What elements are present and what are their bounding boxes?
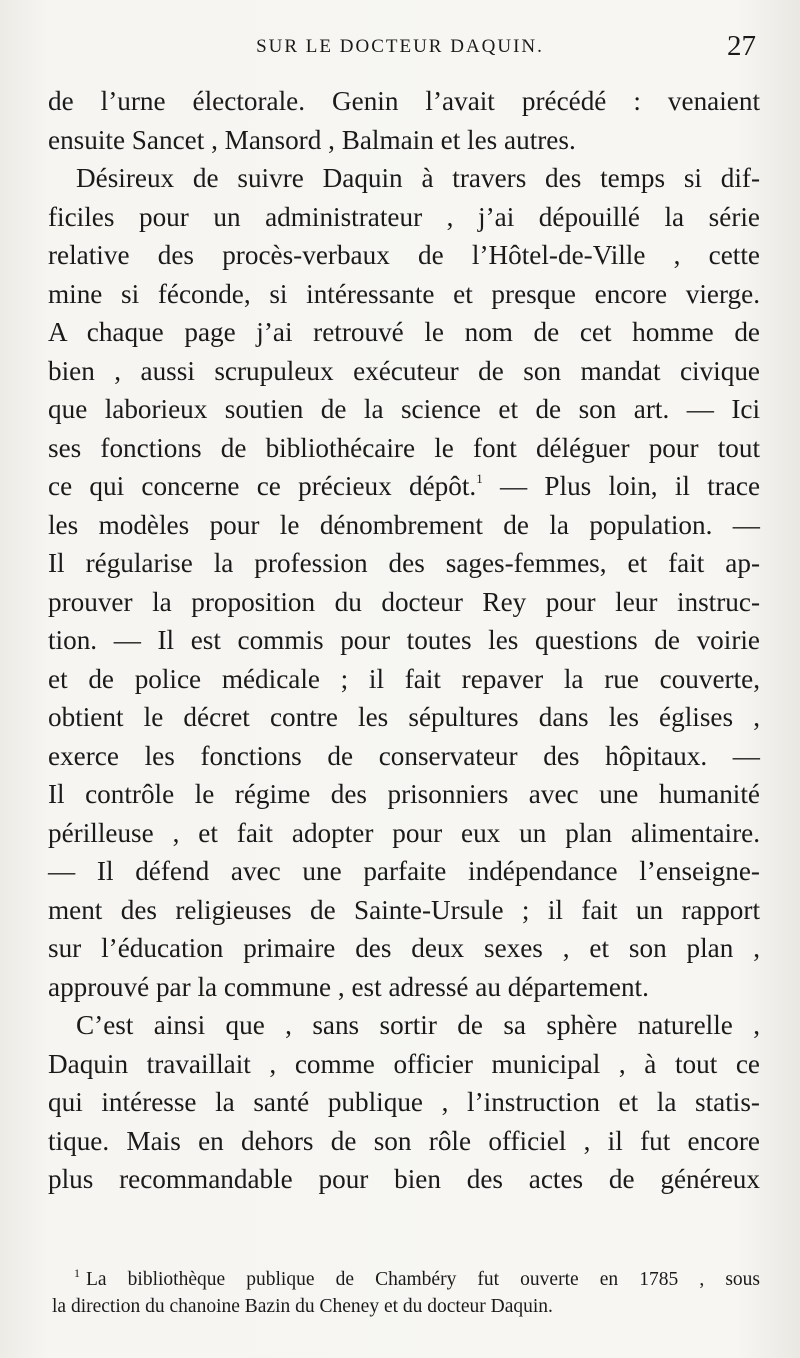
text-line: tique. Mais en dehors de son rôle officiel , il fut encore — [48, 1125, 760, 1156]
footnote-line — [52, 1266, 760, 1293]
text-line: C’est ainsi que , sans sortir de sa sphère naturelle , — [76, 1010, 760, 1040]
footnote-reference: 1 — [476, 471, 483, 486]
text-line: plus recommandable pour bien des actes de généreux — [48, 1164, 760, 1194]
text-segment: — Plus loin, il trace — [499, 471, 761, 501]
text-line: sur l’éducation primaire des deux sexes , et son plan , — [48, 933, 760, 963]
text-line: A chaque page j’ai retrouvé le nom de cet homme de — [48, 317, 760, 347]
text-line: relative des procès-verbaux de l’Hôtel-de-Ville , cette — [48, 240, 760, 270]
text-line: — Il défend avec une parfaite indépendance l’enseigne- — [48, 856, 760, 886]
text-line: les modèles pour le dénombrement de la population. — — [48, 509, 760, 540]
text-line: mine si féconde, si intéressante et presque encore vierge. — [48, 278, 760, 309]
text-line: et de police médicale ; il fait repaver la rue couverte, — [48, 663, 760, 694]
text-line: ment des religieuses de Sainte-Ursule ; il fait un rapport — [48, 894, 760, 925]
footnote-marker: 1 — [74, 1266, 80, 1280]
footnote-line: la direction du chanoine Bazin du Cheney et du docteur Daquin. — [52, 1296, 553, 1317]
text-line: ficiles pour un administrateur , j’ai dépouillé la série — [48, 201, 760, 232]
footnote — [52, 1266, 760, 1320]
text-line: prouver la proposition du docteur Rey pour leur instruc- — [48, 586, 760, 617]
page-header — [40, 30, 760, 70]
text-line: qui intéresse la santé publique , l’instruction et la statis- — [48, 1087, 760, 1117]
text-line: bien , aussi scrupuleux exécuteur de son mandat civique — [48, 355, 760, 386]
text-line: Désireux de suivre Daquin à travers des temps si dif- — [76, 163, 760, 193]
text-line: périlleuse , et fait adopter pour eux un plan alimentaire. — [48, 817, 760, 848]
text-line: ses fonctions de bibliothécaire le font déléguer pour tout — [48, 432, 760, 463]
text-line-with-note — [48, 467, 760, 506]
body-text — [48, 82, 760, 1199]
text-segment: ce qui concerne ce précieux dépôt. — [48, 471, 477, 501]
text-line: obtient le décret contre les sépultures dans les églises , — [48, 702, 760, 732]
running-head: SUR LE DOCTEUR DAQUIN. — [256, 36, 544, 57]
text-line: que laborieux soutien de la science et de son art. — Ici — [48, 394, 760, 424]
text-line: Il contrôle le régime des prisonniers avec une humanité — [48, 779, 760, 809]
text-line: de l’urne électorale. Genin l’avait précédé : venaient — [48, 86, 760, 116]
text-line: approuvé par la commune , est adressé au département. — [48, 971, 649, 1002]
text-line: exerce les fonctions de conservateur des hôpitaux. — — [48, 740, 760, 771]
page-number: 27 — [727, 30, 756, 62]
text-line: Daquin travaillait , comme officier municipal , à tout ce — [48, 1048, 760, 1079]
text-line: Il régularise la profession des sages-femmes, et fait ap- — [48, 548, 760, 578]
text-line: tion. — Il est commis pour toutes les questions de voirie — [48, 625, 760, 655]
text-line: ensuite Sancet , Mansord , Balmain et les autres. — [48, 124, 576, 155]
footnote-text: La bibliothèque publique de Chambéry fut ouverte en 1785 , sous — [86, 1269, 760, 1290]
